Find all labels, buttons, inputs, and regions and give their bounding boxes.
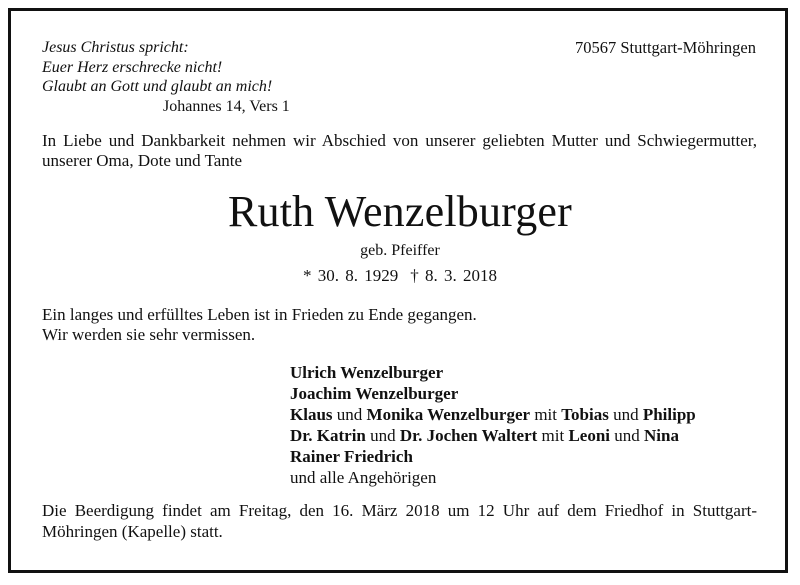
conjunction: und [336, 405, 363, 424]
intro-text: In Liebe und Dankbarkeit nehmen wir Abschied von unserer geliebten Mutter und Schwiegermutter, unserer Oma, Dote und Tante [42, 131, 757, 170]
mourner-name: Monika Wenzelburger [366, 405, 531, 424]
conjunction: und [613, 405, 639, 424]
conjunction: mit [534, 405, 557, 424]
mourner-name: Dr. Jochen Waltert [399, 426, 538, 445]
funeral-info: Die Beerdigung findet am Freitag, den 16. März 2018 um 12 Uhr auf dem Friedhof in Stuttgart-Möhringen (Kapelle) statt. [42, 501, 757, 541]
death-date: † 8. 3. 2018 [410, 266, 497, 285]
verse-reference: Johannes 14, Vers 1 [163, 98, 290, 115]
mourner-row [290, 404, 696, 425]
verse-line: Jesus Christus spricht: [42, 39, 189, 56]
closing-line: Ein langes und erfülltes Leben ist in Frieden zu Ende gegangen. [42, 305, 477, 324]
closing-line: Wir werden sie sehr vermissen. [42, 325, 256, 344]
location: 70567 Stuttgart-Möhringen [574, 38, 756, 57]
verse-line: Euer Herz erschrecke nicht! [42, 58, 223, 76]
closing-text [42, 305, 477, 345]
mourner-name: Dr. Katrin [290, 426, 366, 445]
mourner-name: Leoni [568, 426, 611, 445]
conjunction: und [614, 426, 640, 445]
mourner-name: Philipp [642, 405, 696, 424]
bible-verse [42, 38, 272, 97]
birth-name: geb. Pfeiffer [360, 242, 440, 259]
mourner-name: Tobias [561, 405, 609, 424]
mourners-list [290, 362, 696, 488]
mourner-row [290, 383, 696, 404]
mourner-row [290, 362, 696, 383]
mourner-name: Rainer Friedrich [290, 447, 413, 466]
mourner-row [290, 446, 696, 467]
birth-date: * 30. 8. 1929 [303, 266, 399, 285]
deceased-name: Ruth Wenzelburger [227, 187, 573, 236]
conjunction: und [370, 426, 396, 445]
mourner-row: und alle Angehörigen [290, 468, 437, 487]
mourner-name: Joachim Wenzelburger [290, 384, 459, 403]
mourner-name: Nina [644, 426, 679, 445]
life-dates [0, 266, 800, 286]
mourner-name: Klaus [290, 405, 333, 424]
mourner-row [290, 425, 696, 446]
conjunction: mit [541, 426, 565, 445]
mourner-name: Ulrich Wenzelburger [290, 363, 444, 382]
verse-line: Glaubt an Gott und glaubt an mich! [42, 78, 273, 95]
